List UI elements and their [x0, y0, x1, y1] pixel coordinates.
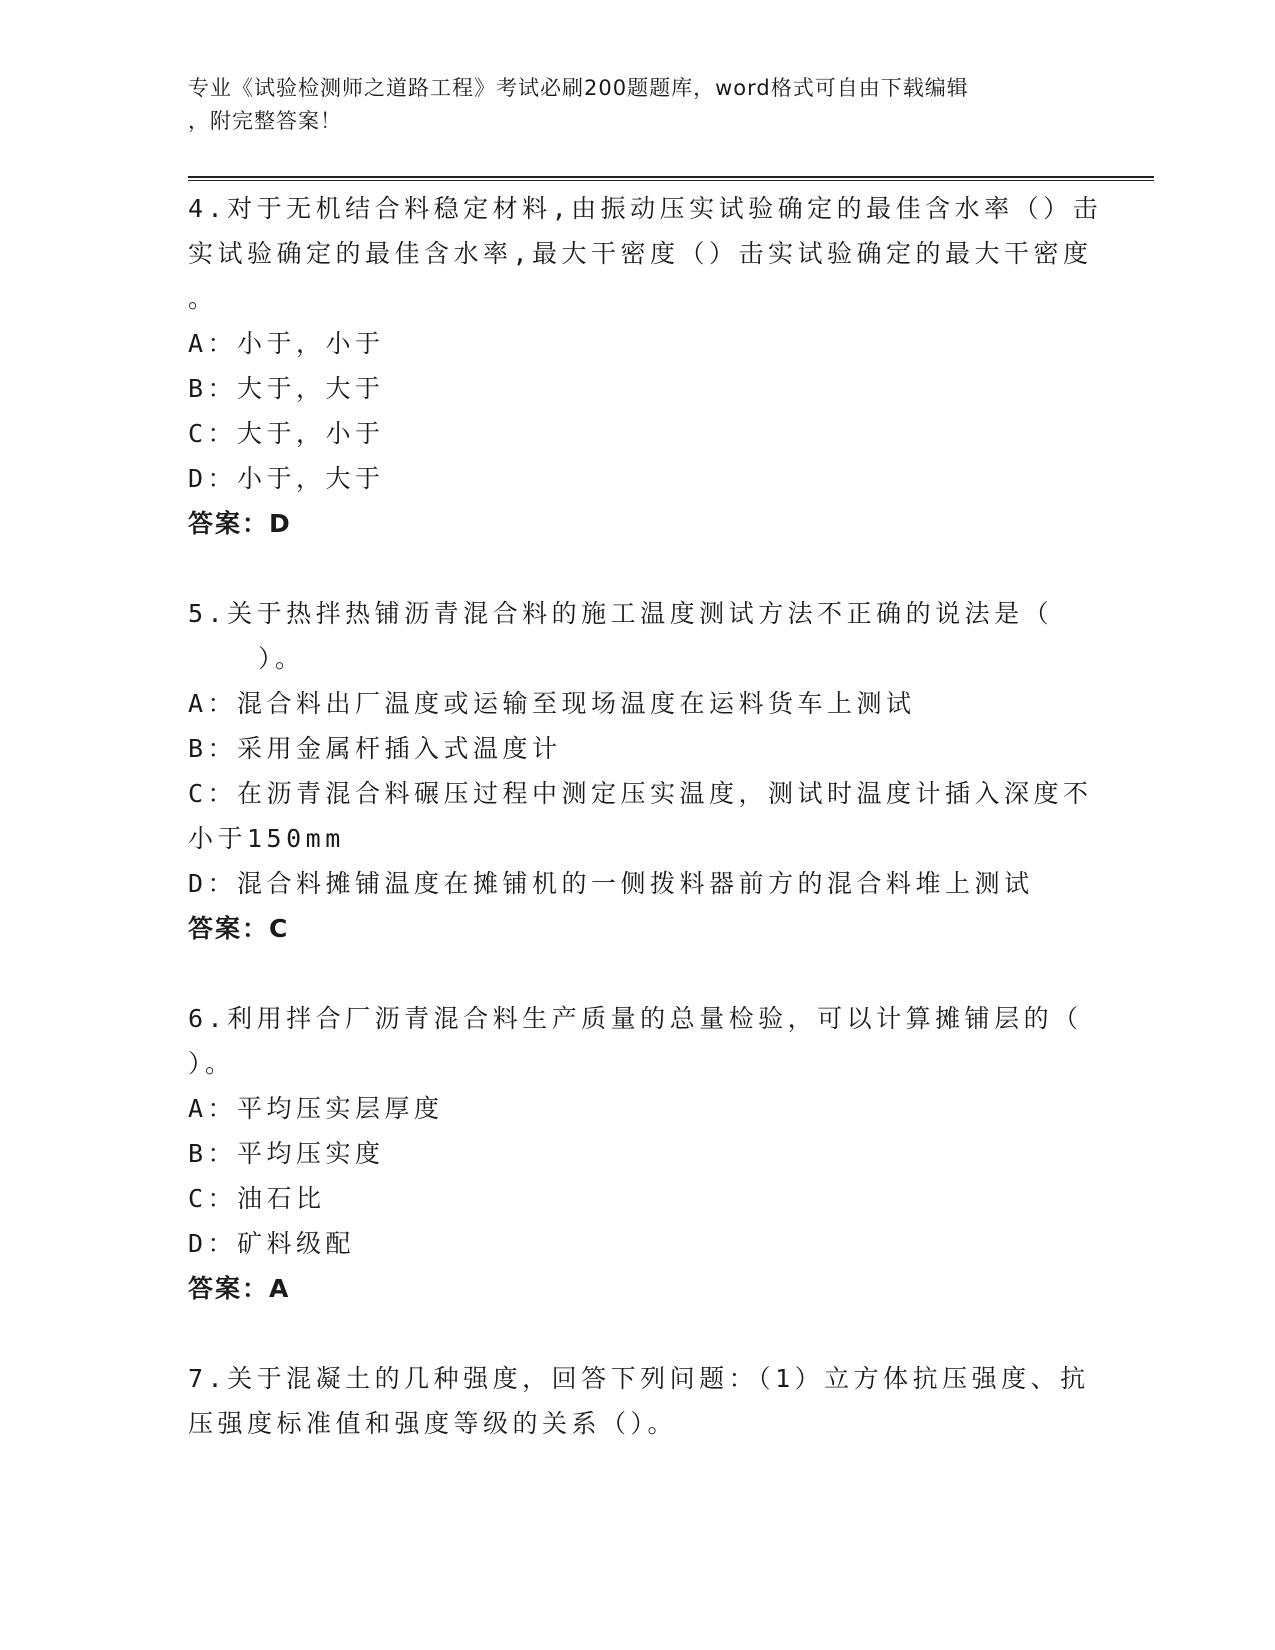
option-b: B：平均压实度: [188, 1139, 385, 1168]
option-c-continued: 小于150mm: [188, 824, 345, 853]
option-c: C：大于，小于: [188, 419, 385, 448]
option-c: C：在沥青混合料碾压过程中测定压实温度，测试时温度计插入深度不: [188, 779, 1093, 808]
question-6: [188, 996, 1088, 1311]
option-d: D：混合料摊铺温度在摊铺机的一侧拨料器前方的混合料堆上测试: [188, 869, 1034, 898]
spacer: [188, 951, 1088, 996]
answer: 答案：A: [188, 1274, 291, 1303]
header-line-2: ，附完整答案！: [188, 109, 342, 133]
option-a: A：小于，小于: [188, 329, 385, 358]
option-b: B：大于，大于: [188, 374, 385, 403]
option-b: B：采用金属杆插入式温度计: [188, 734, 562, 763]
header-line-1: 专业《试验检测师之道路工程》考试必刷200题题库，word格式可自由下载编辑: [188, 76, 969, 100]
option-a: A：混合料出厂温度或运输至现场温度在运料货车上测试: [188, 689, 916, 718]
question-4-stem-line-1: 4.对于无机结合料稳定材料,由振动压实试验确定的最佳含水率（）击: [188, 194, 1103, 223]
question-7-stem-line-2: 压强度标准值和强度等级的关系（）。: [188, 1409, 678, 1438]
option-a: A：平均压实层厚度: [188, 1094, 444, 1123]
answer: 答案：D: [188, 509, 292, 538]
spacer: [188, 1311, 1088, 1356]
option-c: C：油石比: [188, 1184, 326, 1213]
question-7-stem-line-1: 7.关于混凝土的几种强度，回答下列问题：（1）立方体抗压强度、抗: [188, 1364, 1090, 1393]
question-6-stem-line-2: ）。: [188, 1049, 235, 1078]
question-4: [188, 186, 1103, 546]
question-5-stem-line-1: 5.关于热拌热铺沥青混合料的施工温度测试方法不正确的说法是（: [188, 599, 1054, 628]
option-d: D：矿料级配: [188, 1229, 356, 1258]
option-d: D：小于，大于: [188, 464, 385, 493]
question-list: [188, 186, 1103, 1446]
question-5: [188, 591, 1093, 951]
question-4-stem-line-2: 实试验确定的最佳含水率,最大干密度（）击实试验确定的最大干密度: [188, 239, 1093, 268]
document-header: [188, 72, 1068, 138]
spacer: [188, 546, 1088, 591]
question-6-stem-line-1: 6.利用拌合厂沥青混合料生产质量的总量检验，可以计算摊铺层的（: [188, 1004, 1083, 1033]
header-divider: [188, 176, 1154, 181]
answer: 答案：C: [188, 914, 290, 943]
question-4-stem-line-3: 。: [188, 284, 218, 313]
header-text: [188, 72, 1068, 138]
question-7: [188, 1356, 1088, 1446]
question-5-stem-line-2: ）。: [258, 644, 305, 673]
